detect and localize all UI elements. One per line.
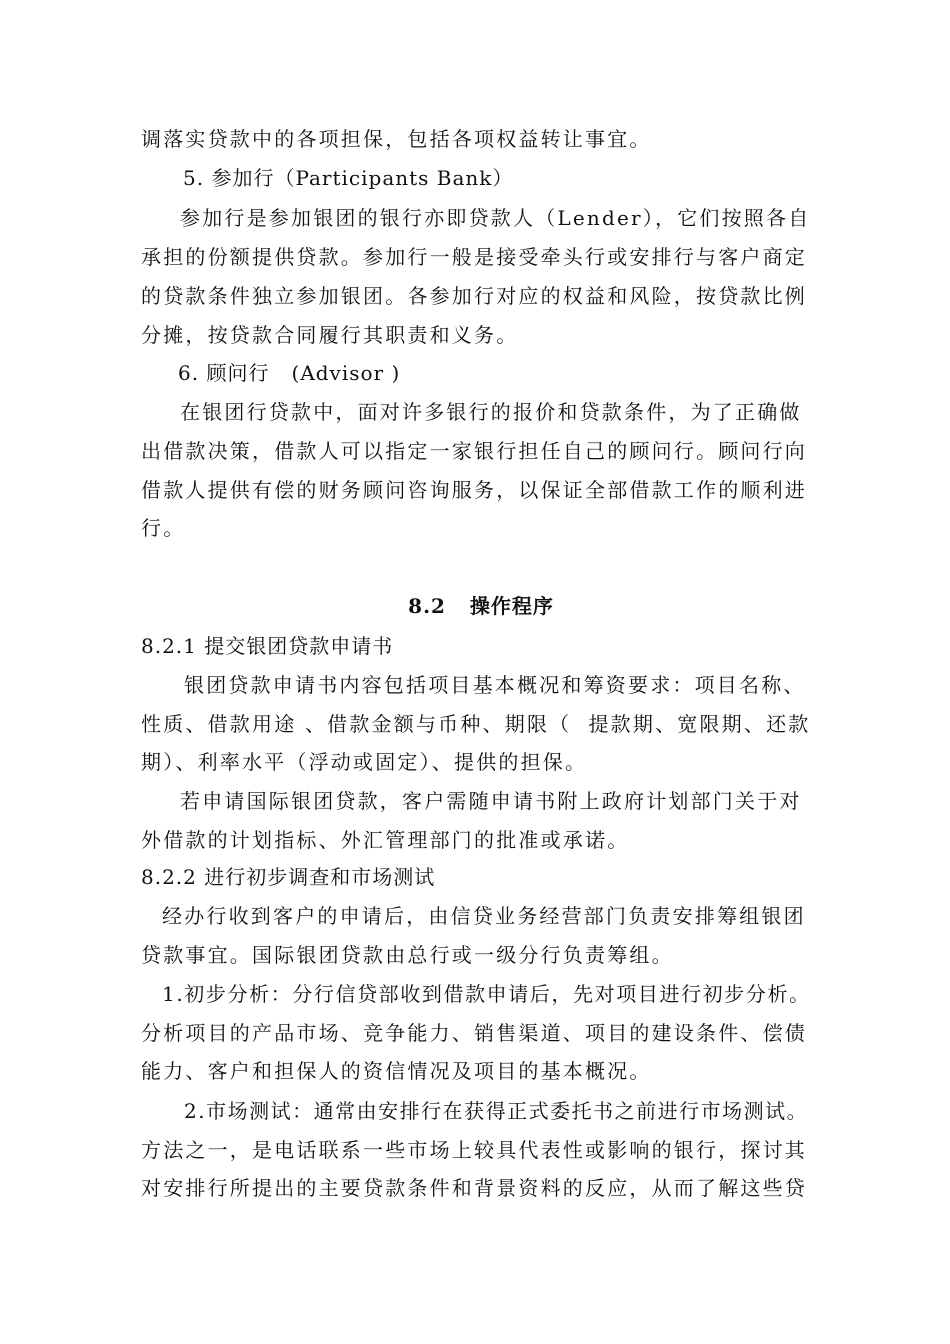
paragraph-line: 性质、借款用途 、借款金额与币种、期限（ 提款期、宽限期、还款 — [141, 712, 811, 736]
paragraph-line: 2.市场测试：通常由安排行在获得正式委托书之前进行市场测试。 — [184, 1099, 809, 1123]
paragraph-line: 经办行收到客户的申请后，由信贷业务经营部门负责安排筹组银团 — [162, 904, 806, 928]
paragraph-line: 参加行是参加银团的银行亦即贷款人（Lender），它们按照各自 — [180, 206, 811, 230]
paragraph-line: 对安排行所提出的主要贷款条件和背景资料的反应，从而了解这些贷 — [141, 1176, 807, 1200]
paragraph-line: 方法之一，是电话联系一些市场上较具代表性或影响的银行，探讨其 — [141, 1138, 807, 1162]
subsection-heading: 8.2.2 进行初步调查和市场测试 — [141, 865, 436, 889]
paragraph-line: 贷款事宜。国际银团贷款由总行或一级分行负责筹组。 — [141, 943, 674, 967]
paragraph-line: 外借款的计划指标、外汇管理部门的批准或承诺。 — [141, 828, 630, 852]
paragraph-line: 承担的份额提供贷款。参加行一般是接受牵头行或安排行与客户商定 — [141, 245, 807, 269]
paragraph-line: 银团贷款申请书内容包括项目基本概况和筹资要求：项目名称、 — [184, 673, 806, 697]
paragraph-line: 调落实贷款中的各项担保，包括各项权益转让事宜。 — [141, 127, 652, 151]
section-heading-participants-bank: 5. 参加行（Participants Bank） — [183, 166, 514, 190]
paragraph-line: 若申请国际银团贷款，客户需随申请书附上政府计划部门关于对 — [180, 789, 802, 813]
paragraph-line: 分析项目的产品市场、竞争能力、销售渠道、项目的建设条件、偿债 — [141, 1021, 807, 1045]
paragraph-line: 能力、客户和担保人的资信情况及项目的基本概况。 — [141, 1059, 652, 1083]
section-title-operating-procedure: 8.2 操作程序 — [408, 594, 554, 618]
paragraph-line: 借款人提供有偿的财务顾问咨询服务，以保证全部借款工作的顺利进 — [141, 478, 807, 502]
paragraph-line: 的贷款条件独立参加银团。各参加行对应的权益和风险，按贷款比例 — [141, 284, 807, 308]
paragraph-line: 出借款决策，借款人可以指定一家银行担任自己的顾问行。顾问行向 — [141, 439, 807, 463]
section-heading-advisor: 6. 顾问行 (Advisor ) — [178, 361, 401, 385]
paragraph-line: 期）、利率水平（浮动或固定）、提供的担保。 — [141, 750, 588, 774]
paragraph-line: 在银团行贷款中，面对许多银行的报价和贷款条件，为了正确做 — [180, 400, 802, 424]
paragraph-line: 分摊，按贷款合同履行其职责和义务。 — [141, 323, 519, 347]
paragraph-line: 1.初步分析：分行信贷部收到借款申请后，先对项目进行初步分析。 — [162, 982, 811, 1006]
subsection-heading: 8.2.1 提交银团贷款申请书 — [141, 634, 394, 658]
paragraph-line: 行。 — [141, 516, 186, 540]
